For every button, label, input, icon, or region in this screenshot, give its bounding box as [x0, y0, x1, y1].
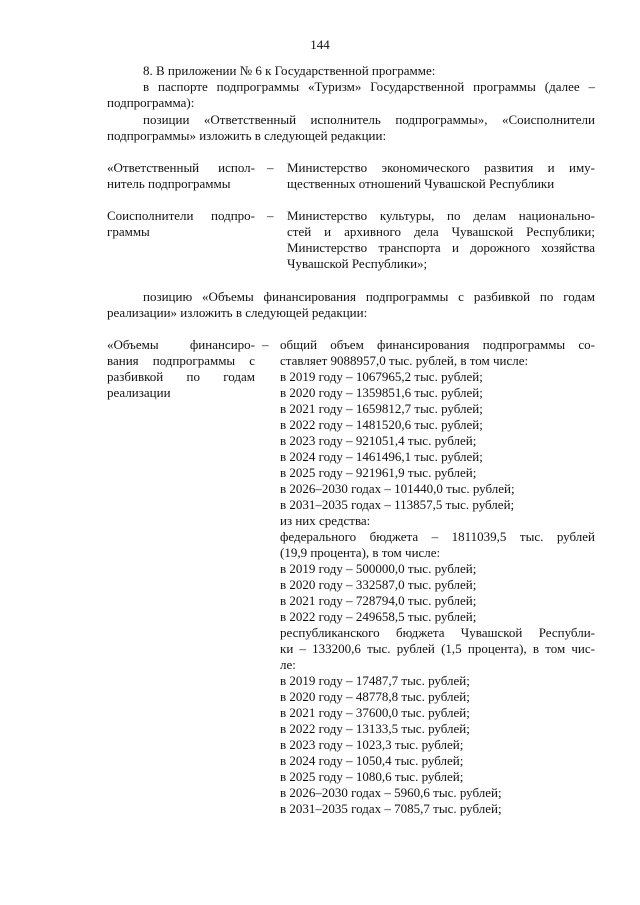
- funding-line: в 2025 году – 921961,9 тыс. рублей;: [280, 465, 477, 480]
- coexecutors-label-1: Соисполнители подпро-: [107, 208, 255, 223]
- funding-line: в 2026–2030 годах – 5960,6 тыс. рублей;: [280, 785, 502, 800]
- funding-line: республиканского бюджета Чувашской Республи-: [280, 625, 595, 640]
- funding-line: в 2023 году – 1023,3 тыс. рублей;: [280, 737, 464, 752]
- funding-line: в 2019 году – 500000,0 тыс. рублей;: [280, 561, 477, 576]
- funding-line: в 2021 году – 1659812,7 тыс. рублей;: [280, 401, 483, 416]
- funding-label-2: вания подпрограммы с: [107, 353, 255, 368]
- intro-line-2a: в паспорте подпрограммы «Туризм» Государственной программы (далее –: [143, 79, 595, 94]
- funding-dash: –: [262, 337, 269, 352]
- page-number: 144: [310, 37, 330, 52]
- intro-line-3b: подпрограммы» изложить в следующей редакции:: [107, 128, 387, 143]
- intro-line-1: 8. В приложении № 6 к Государственной программе:: [143, 63, 436, 78]
- funding-line: ки – 133200,6 тыс. рублей (1,5 процента), в том чис-: [280, 641, 595, 656]
- funding-line: в 2024 году – 1461496,1 тыс. рублей;: [280, 449, 483, 464]
- funding-line: ставляет 9088957,0 тыс. рублей, в том числе:: [280, 353, 529, 368]
- intro-line-3a: позиции «Ответственный исполнитель подпрограммы», «Соисполнители: [143, 112, 595, 127]
- funding-line: в 2022 году – 1481520,6 тыс. рублей;: [280, 417, 483, 432]
- executor-label-1: «Ответственный испол-: [107, 160, 255, 175]
- coexecutors-value-1: Министерство культуры, по делам национально-: [287, 208, 595, 223]
- funding-line: общий объем финансирования подпрограммы со-: [280, 337, 595, 352]
- executor-value-2: щественных отношений Чувашской Республики: [287, 176, 555, 191]
- coexecutors-value-4: Чувашской Республики»;: [287, 256, 428, 271]
- funding-label-1: «Объемы финансиро-: [107, 337, 255, 352]
- executor-dash: –: [267, 160, 274, 175]
- coexecutors-dash: –: [267, 208, 274, 223]
- funding-line: в 2020 году – 1359851,6 тыс. рублей;: [280, 385, 483, 400]
- executor-label-2: нитель подпрограммы: [107, 176, 231, 191]
- funding-line: в 2021 году – 37600,0 тыс. рублей;: [280, 705, 470, 720]
- coexecutors-label-2: граммы: [107, 224, 150, 239]
- coexecutors-value-3: Министерство транспорта и дорожного хозяйства: [287, 240, 595, 255]
- funding-line: в 2031–2035 годах – 113857,5 тыс. рублей;: [280, 497, 515, 512]
- funding-line: в 2021 году – 728794,0 тыс. рублей;: [280, 593, 477, 608]
- funding-line: в 2019 году – 1067965,2 тыс. рублей;: [280, 369, 483, 384]
- executor-value-1: Министерство экономического развития и иму-: [287, 160, 595, 175]
- funding-line: в 2022 году – 249658,5 тыс. рублей;: [280, 609, 477, 624]
- funding-line: из них средства:: [280, 513, 371, 528]
- coexecutors-value-2: стей и архивного дела Чувашской Республики;: [287, 224, 595, 239]
- intro-line-2b: подпрограмма):: [107, 95, 195, 110]
- funding-line: в 2019 году – 17487,7 тыс. рублей;: [280, 673, 470, 688]
- funding-line: ле:: [280, 657, 296, 672]
- funding-line: федерального бюджета – 1811039,5 тыс. рублей: [280, 529, 595, 544]
- funding-line: в 2022 году – 13133,5 тыс. рублей;: [280, 721, 470, 736]
- funding-line: в 2023 году – 921051,4 тыс. рублей;: [280, 433, 477, 448]
- funding-line: в 2025 году – 1080,6 тыс. рублей;: [280, 769, 464, 784]
- funding-line: в 2031–2035 годах – 7085,7 тыс. рублей;: [280, 801, 502, 816]
- funding-label-3: разбивкой по годам: [107, 369, 255, 384]
- funding-intro-line-2: реализации» изложить в следующей редакции:: [107, 305, 368, 320]
- funding-intro-line-1: позицию «Объемы финансирования подпрограммы с разбивкой по годам: [143, 289, 595, 304]
- funding-line: в 2024 году – 1050,4 тыс. рублей;: [280, 753, 464, 768]
- funding-label-4: реализации: [107, 385, 171, 400]
- funding-line: (19,9 процента), в том числе:: [280, 545, 441, 560]
- funding-line: в 2020 году – 48778,8 тыс. рублей;: [280, 689, 470, 704]
- funding-line: в 2020 году – 332587,0 тыс. рублей;: [280, 577, 477, 592]
- funding-line: в 2026–2030 годах – 101440,0 тыс. рублей;: [280, 481, 515, 496]
